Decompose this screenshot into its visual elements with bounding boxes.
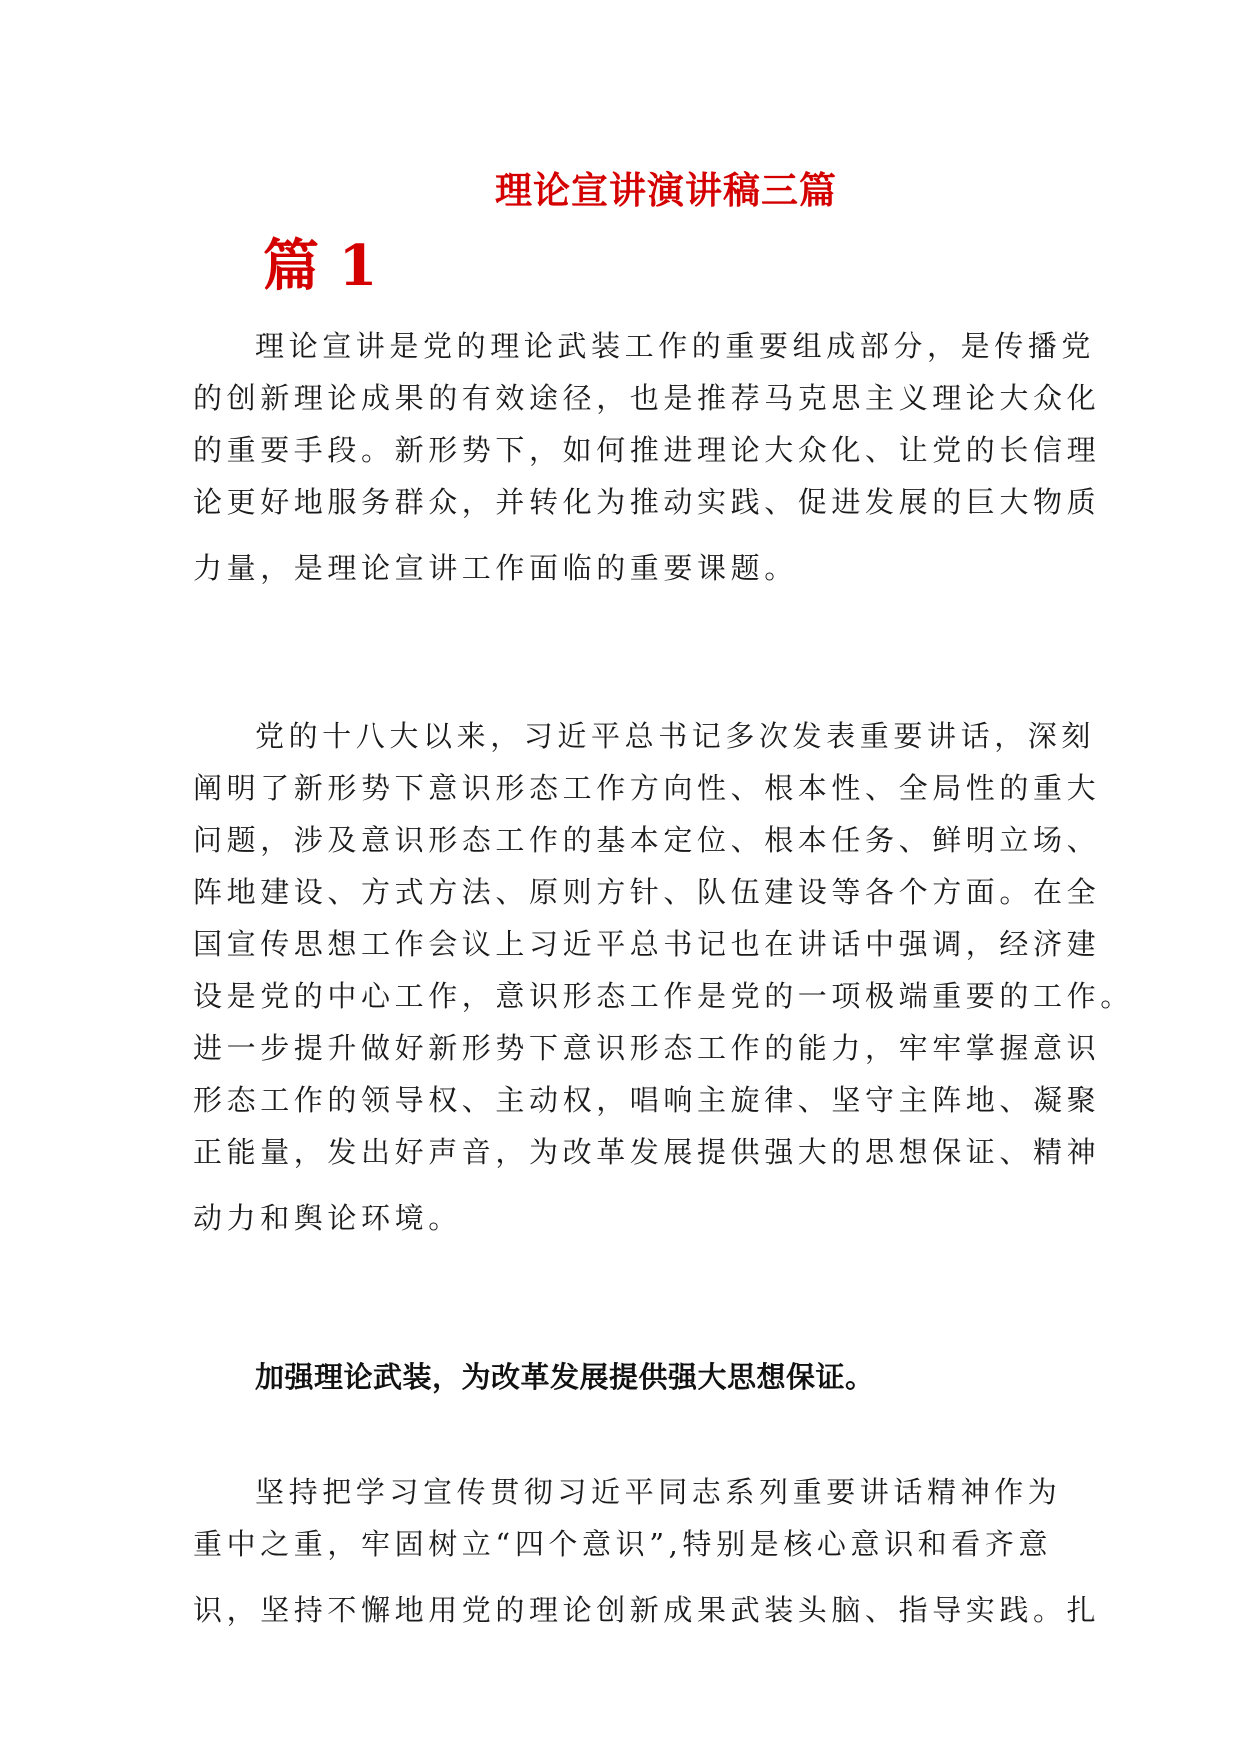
section-heading: 篇 1 — [263, 233, 378, 299]
paragraph-line: 党的十八大以来，习近平总书记多次发表重要讲话，深刻 — [255, 719, 1096, 753]
paragraph-line: 进一步提升做好新形势下意识形态工作的能力，牢牢掌握意识 — [193, 1031, 1101, 1065]
paragraph-line: 国宣传思想工作会议上习近平总书记也在讲话中强调，经济建 — [193, 927, 1101, 961]
bold-subheading: 加强理论武装，为改革发展提供强大思想保证。 — [255, 1360, 875, 1394]
paragraph-line: 重中之重，牢固树立“四个意识”,特别是核心意识和看齐意 — [193, 1527, 1053, 1561]
paragraph-line: 的重要手段。新形势下，如何推进理论大众化、让党的长信理 — [193, 433, 1101, 467]
paragraph-line: 问题，涉及意识形态工作的基本定位、根本任务、鲜明立场、 — [193, 823, 1101, 857]
paragraph-line: 正能量，发出好声音，为改革发展提供强大的思想保证、精神 — [193, 1135, 1101, 1169]
paragraph-line: 坚持把学习宣传贯彻习近平同志系列重要讲话精神作为 — [255, 1475, 1062, 1509]
paragraph-line: 阵地建设、方式方法、原则方针、队伍建设等各个方面。在全 — [193, 875, 1101, 909]
paragraph-line: 阐明了新形势下意识形态工作方向性、根本性、全局性的重大 — [193, 771, 1101, 805]
document-title: 理论宣讲演讲稿三篇 — [495, 168, 837, 212]
paragraph-line: 力量，是理论宣讲工作面临的重要课题。 — [193, 551, 798, 585]
paragraph-line: 识，坚持不懈地用党的理论创新成果武装头脑、指导实践。扎 — [193, 1593, 1101, 1627]
paragraph-line: 形态工作的领导权、主动权，唱响主旋律、坚守主阵地、凝聚 — [193, 1083, 1101, 1117]
paragraph-line: 的创新理论成果的有效途径，也是推荐马克思主义理论大众化 — [193, 381, 1101, 415]
paragraph-line: 动力和舆论环境。 — [193, 1201, 462, 1235]
paragraph-line: 设是党的中心工作，意识形态工作是党的一项极端重要的工作。 — [193, 979, 1134, 1013]
paragraph-line: 论更好地服务群众，并转化为推动实践、促进发展的巨大物质 — [193, 485, 1101, 519]
paragraph-line: 理论宣讲是党的理论武装工作的重要组成部分，是传播党 — [255, 329, 1096, 363]
